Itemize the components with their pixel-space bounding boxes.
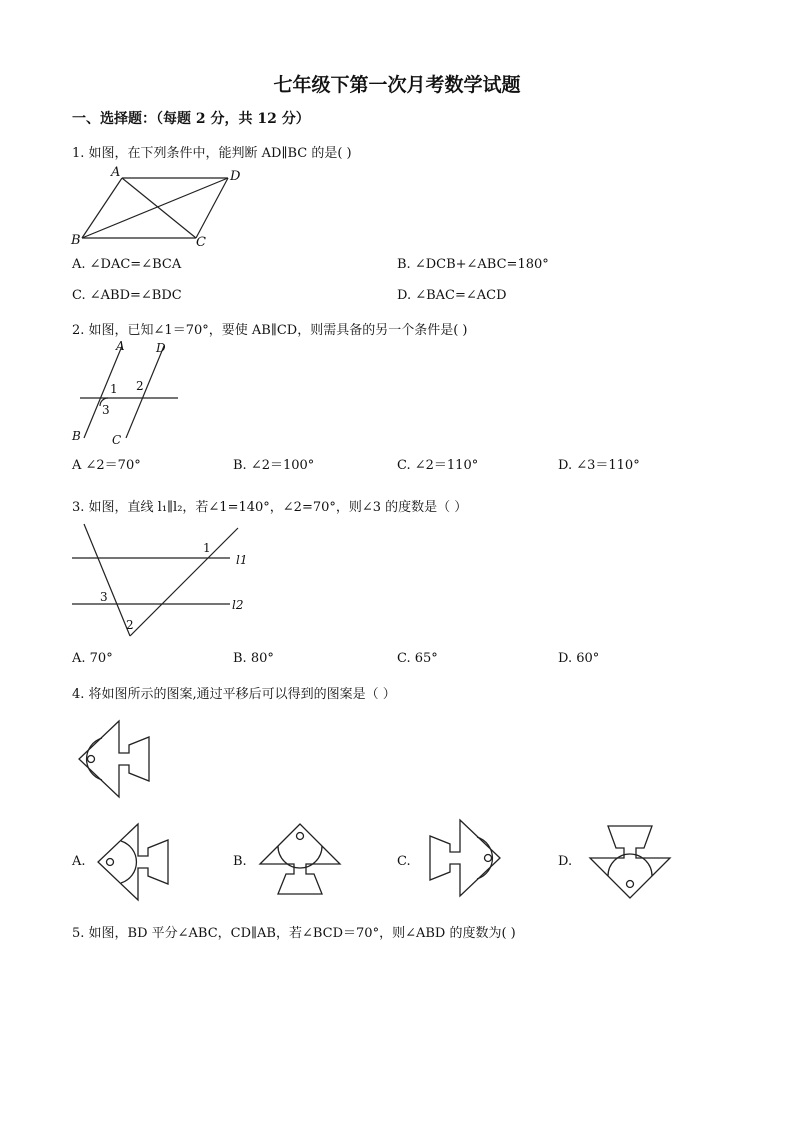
q1-label-d: D (230, 169, 241, 184)
q4-option-d-label: D. (558, 854, 573, 869)
question-1-figure (60, 160, 260, 255)
q3-angle-2: 2 (126, 618, 134, 632)
q4-option-c-figure (426, 818, 502, 898)
q1-option-a: A. ∠DAC=∠BCA (72, 257, 182, 272)
question-2-stem: 2. 如图，已知∠1＝70°，要使 AB∥CD，则需具备的另一个条件是( ) (72, 323, 468, 338)
q1-label-c: C (196, 235, 206, 250)
q3-angle-3: 3 (100, 590, 108, 604)
q2-angle-3: 3 (102, 403, 110, 417)
q3-label-l2: l2 (232, 598, 244, 612)
q4-option-a-label: A. (72, 854, 86, 869)
q3-option-c: C. 65° (397, 651, 438, 666)
q3-option-a: A. 70° (72, 651, 113, 666)
page-title: 七年级下第一次月考数学试题 (273, 74, 521, 96)
section-heading: 一、选择题：（每题 2 分，共 12 分） (72, 111, 310, 127)
q3-angle-1: 1 (203, 541, 211, 555)
q1-option-b: B. ∠DCB+∠ABC=180° (397, 257, 549, 272)
question-5-stem: 5. 如图，BD 平分∠ABC，CD∥AB，若∠BCD＝70°，则∠ABD 的度数为( ) (72, 926, 516, 941)
q2-label-a: A (116, 339, 125, 353)
q3-option-b: B. 80° (233, 651, 274, 666)
q2-option-b: B. ∠2＝100° (233, 458, 315, 473)
q4-original-figure (77, 719, 153, 799)
q2-angle-2: 2 (136, 379, 144, 393)
q2-label-b: B (72, 429, 81, 443)
q4-option-b-label: B. (233, 854, 247, 869)
q2-option-c: C. ∠2＝110° (397, 458, 479, 473)
q2-label-d: D (156, 341, 166, 355)
q4-option-a-figure (96, 822, 172, 902)
q2-option-a: A ∠2＝70° (72, 458, 141, 473)
q1-label-a: A (111, 165, 121, 180)
q1-label-b: B (71, 233, 81, 248)
question-2-figure (60, 338, 190, 450)
question-3-stem: 3. 如图，直线 l₁∥l₂，若∠1=140°，∠2=70°，则∠3 的度数是（ ） (72, 500, 468, 515)
q4-option-c-label: C. (397, 854, 411, 869)
q3-label-l1: l1 (236, 553, 248, 567)
q4-option-d-figure (588, 822, 672, 900)
question-1-stem: 1. 如图，在下列条件中，能判断 AD∥BC 的是( ) (72, 146, 352, 161)
q4-option-b-figure (258, 822, 342, 898)
q2-label-c: C (112, 433, 122, 447)
q2-option-d: D. ∠3＝110° (558, 458, 640, 473)
question-4-stem: 4. 将如图所示的图案,通过平移后可以得到的图案是（ ） (72, 687, 396, 702)
q1-option-d: D. ∠BAC=∠ACD (397, 288, 507, 303)
q3-option-d: D. 60° (558, 651, 600, 666)
q2-angle-1: 1 (110, 382, 118, 396)
q1-option-c: C. ∠ABD=∠BDC (72, 288, 182, 303)
question-3-figure (62, 518, 262, 642)
